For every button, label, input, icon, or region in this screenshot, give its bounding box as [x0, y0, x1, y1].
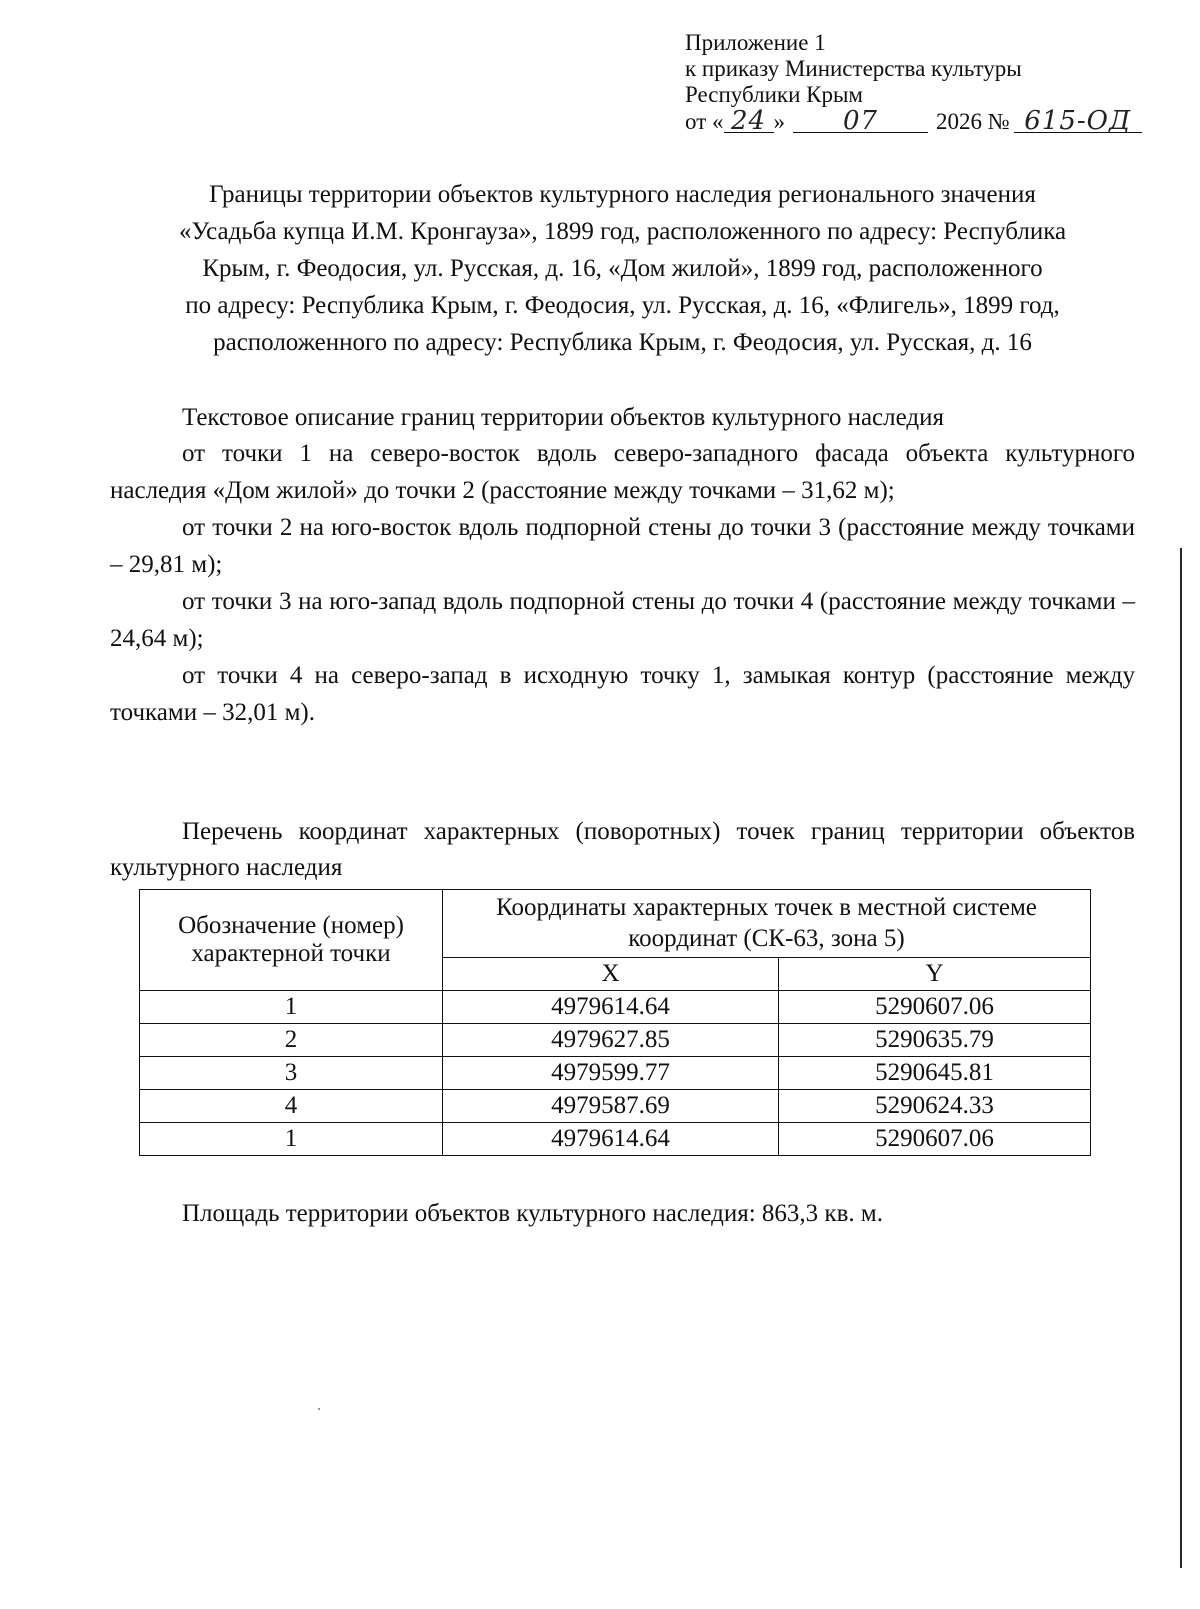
date-month-handwritten: 07	[842, 106, 879, 136]
coordinates-heading: Перечень координат характерных (поворотных) точек границ территории объектов культурного наследия	[110, 818, 1135, 881]
date-month-field	[793, 106, 928, 136]
x-coord-cell: 4979614.64	[443, 991, 779, 1024]
boundary-segment: от точки 1 на северо-восток вдоль северо-западного фасада объекта культурного наследия «Дом жилой» до точки 2 (расстояние между точками – 31,62 м);	[110, 440, 1135, 504]
boundary-segment: от точки 4 на северо-запад в исходную точку 1, замыкая контур (расстояние между точками – 32,01 м).	[110, 662, 1135, 726]
x-coord-cell: 4979599.77	[443, 1057, 779, 1090]
point-number-cell: 1	[140, 1123, 443, 1156]
boundary-segment: от точки 2 на юго-восток вдоль подпорной стены до точки 3 (расстояние между точками – 29,81 м);	[110, 514, 1135, 578]
territory-area: Площадь территории объектов культурного наследия: 863,3 кв. м.	[182, 1200, 883, 1227]
title-line: Границы территории объектов культурного наследия регионального значения	[209, 181, 1036, 208]
col-header-point: Обозначение (номер) характерной точки	[140, 890, 443, 991]
y-coord-cell: 5290624.33	[779, 1090, 1091, 1123]
order-reference: к приказу Министерства культуры	[685, 56, 1022, 81]
scan-speck	[318, 1408, 320, 1410]
col-header-coords: Координаты характерных точек в местной системе координат (СК-63, зона 5)	[443, 890, 1091, 958]
boundary-description	[110, 435, 1135, 731]
point-number-cell: 3	[140, 1057, 443, 1090]
date-day-field	[724, 106, 774, 136]
table-row	[140, 1123, 1091, 1156]
scan-edge-line	[1180, 548, 1182, 1568]
y-coord-cell: 5290635.79	[779, 1024, 1091, 1057]
description-heading: Текстовое описание границ территории объектов культурного наследия	[182, 404, 944, 431]
appendix-header	[685, 30, 1142, 135]
table-row	[140, 1024, 1091, 1057]
point-number-cell: 2	[140, 1024, 443, 1057]
date-close-quote: »	[773, 109, 785, 134]
x-coord-cell: 4979627.85	[443, 1024, 779, 1057]
y-coord-cell: 5290645.81	[779, 1057, 1091, 1090]
date-year-number-label: 2026 №	[936, 109, 1010, 134]
date-prefix: от «	[685, 109, 724, 134]
date-day-handwritten: 24	[730, 106, 767, 136]
title-line: Крым, г. Феодосия, ул. Русская, д. 16, «Дом жилой», 1899 год, расположенного	[202, 255, 1043, 282]
y-coord-cell: 5290607.06	[779, 991, 1091, 1024]
x-coord-cell: 4979614.64	[443, 1123, 779, 1156]
col-header-x: X	[443, 957, 779, 990]
republic-name: Республики Крым	[685, 82, 863, 107]
document-title	[110, 176, 1135, 361]
appendix-label: Приложение 1	[685, 30, 826, 55]
coordinates-table	[139, 889, 1091, 1156]
title-line: расположенного по адресу: Республика Крым, г. Феодосия, ул. Русская, д. 16	[213, 329, 1032, 356]
point-number-cell: 1	[140, 991, 443, 1024]
col-header-y: Y	[779, 957, 1091, 990]
point-number-cell: 4	[140, 1090, 443, 1123]
order-number-handwritten: 615-ОД	[1024, 106, 1132, 136]
boundary-segment: от точки 3 на юго-запад вдоль подпорной стены до точки 4 (расстояние между точками – 24,64 м);	[110, 588, 1135, 652]
table-row	[140, 991, 1091, 1024]
order-number-field	[1014, 106, 1142, 136]
x-coord-cell: 4979587.69	[443, 1090, 779, 1123]
order-date-number	[685, 108, 1142, 135]
table-row	[140, 1090, 1091, 1123]
table-row	[140, 1057, 1091, 1090]
title-line: по адресу: Республика Крым, г. Феодосия, ул. Русская, д. 16, «Флигель», 1899 год,	[185, 292, 1060, 319]
title-line: «Усадьба купца И.М. Кронгауза», 1899 год, расположенного по адресу: Республика	[178, 218, 1067, 245]
y-coord-cell: 5290607.06	[779, 1123, 1091, 1156]
